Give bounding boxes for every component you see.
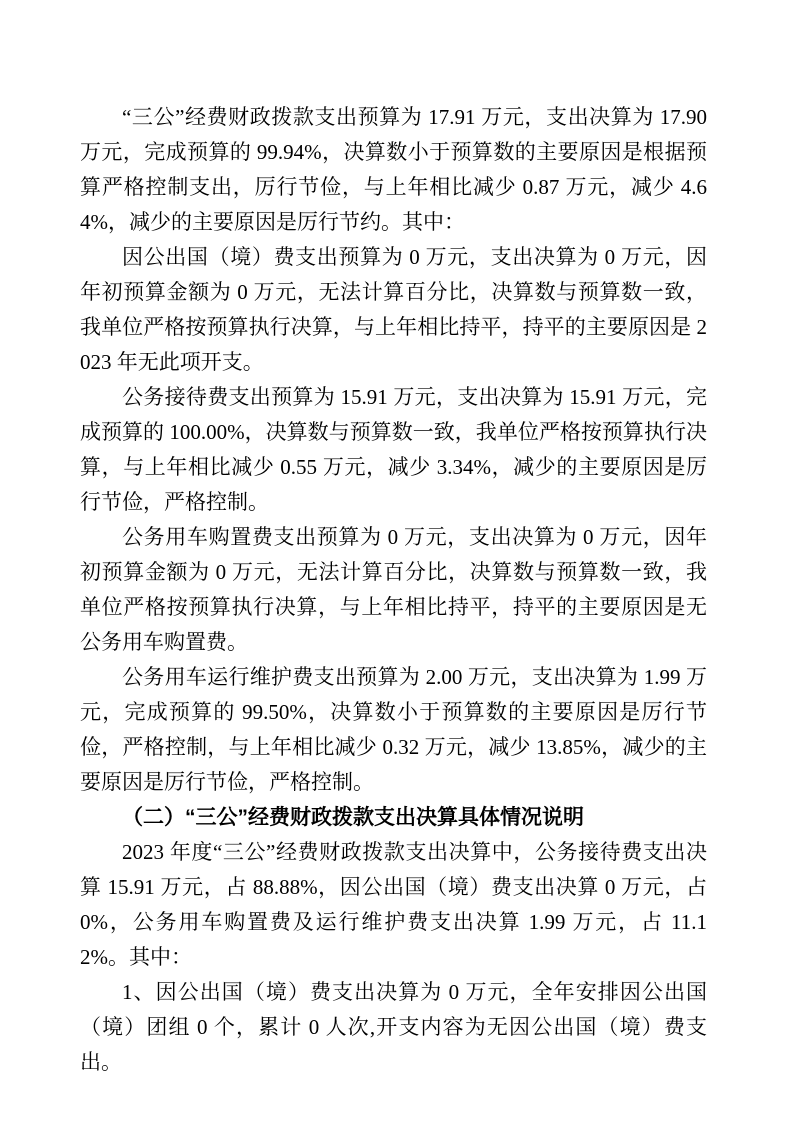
paragraph: 2023 年度“三公”经费财政拨款支出决算中，公务接待费支出决算 15.91 万元，占 88.88%，因公出国（境）费支出决算 0 万元，占 0%，公务用车购置费及运行维护费支出决算 1.99 万元，占 11.12%。其中： (80, 840, 707, 969)
paragraph: 公务接待费支出预算为 15.91 万元，支出决算为 15.91 万元，完成预算的 100.00%，决算数与预算数一致，我单位严格按预算执行决算，与上年相比减少 0.55 万元，减少 3.34%，减少的主要原因是厉行节俭，严格控制。 (80, 385, 707, 514)
paragraph: 公务用车购置费支出预算为 0 万元，支出决算为 0 万元，因年初预算金额为 0 万元，无法计算百分比，决算数与预算数一致，我单位严格按预算执行决算，与上年相比持平，持平的主要原因是无公务用车购置费。 (80, 525, 707, 654)
paragraph: 1、因公出国（境）费支出决算为 0 万元，全年安排因公出国（境）团组 0 个，累计 0 人次,开支内容为无因公出国（境）费支出。 (80, 980, 707, 1074)
section-heading: （二）“三公”经费财政拨款支出决算具体情况说明 (122, 806, 584, 829)
document-body (80, 100, 707, 1080)
paragraph: 公务用车运行维护费支出预算为 2.00 万元，支出决算为 1.99 万元，完成预算的 99.50%，决算数小于预算数的主要原因是厉行节俭，严格控制，与上年相比减少 0.32 万元，减少 13.85%，减少的主要原因是厉行节俭，严格控制。 (80, 665, 707, 794)
paragraph: 因公出国（境）费支出预算为 0 万元，支出决算为 0 万元，因年初预算金额为 0 万元，无法计算百分比，决算数与预算数一致，我单位严格按预算执行决算，与上年相比持平，持平的主要原因是 2023 年无此项开支。 (80, 245, 707, 374)
paragraph: “三公”经费财政拨款支出预算为 17.91 万元，支出决算为 17.90 万元，完成预算的 99.94%，决算数小于预算数的主要原因是根据预算严格控制支出，厉行节俭，与上年相比减少 0.87 万元，减少 4.64%，减少的主要原因是厉行节约。其中： (80, 105, 707, 234)
